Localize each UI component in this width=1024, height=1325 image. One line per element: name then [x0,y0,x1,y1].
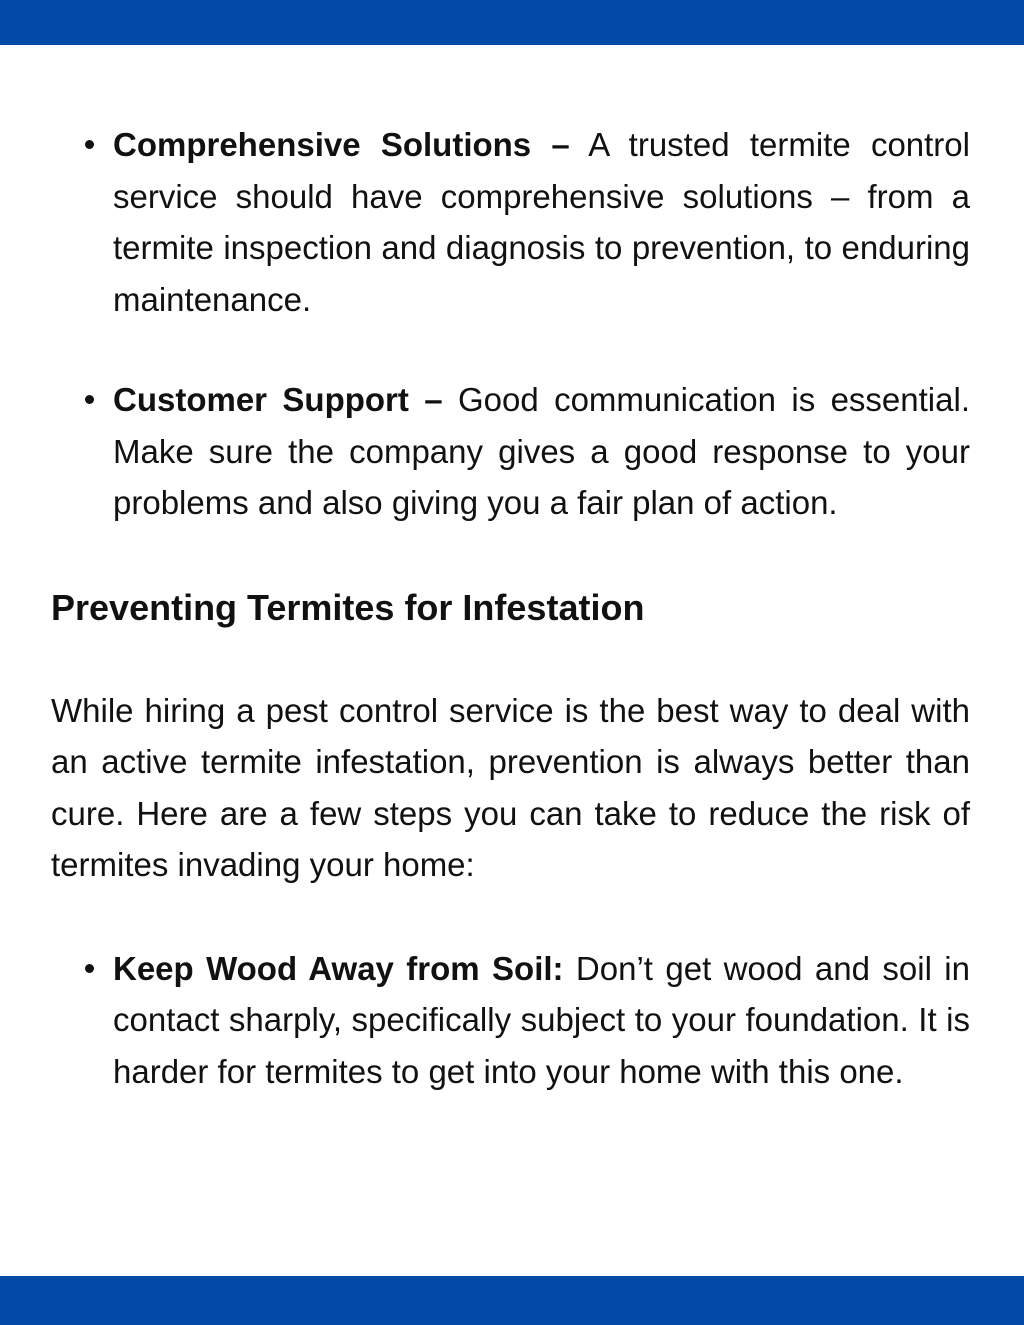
bullet-term: Keep Wood Away from Soil: [113,949,564,987]
section-heading: Preventing Termites for Infestation [51,586,645,628]
bullet-text: Good communication is essential. Make sure the company gives a good response to your problems and also giving you a fair plan of action. [113,381,970,521]
top-band [0,0,1024,45]
list-item [51,374,970,529]
bullet-term: Customer Support – [113,381,443,418]
bullet-list-bottom [51,943,970,1098]
intro-paragraph: While hiring a pest control service is the best way to deal with an active termite infestation, prevention is always better than cure. Here are a few steps you can take to reduce the risk of termites invading your home: [51,691,970,883]
bullet-text: A trusted termite control service should have comprehensive solutions – from a termite inspection and diagnosis to prevention, to enduring maintenance. [113,126,970,318]
bullet-text: Don’t get wood and soil in contact sharply, specifically subject to your foundation. It is harder for termites to get into your home with this one. [113,949,970,1090]
list-item [51,119,970,325]
bullet-list-top [51,119,970,325]
bullet-term: Comprehensive Solutions – [113,126,570,163]
bottom-band [0,1276,1024,1325]
bullet-list-top-2 [51,374,970,529]
page-content [51,119,970,1097]
list-item [51,943,970,1098]
